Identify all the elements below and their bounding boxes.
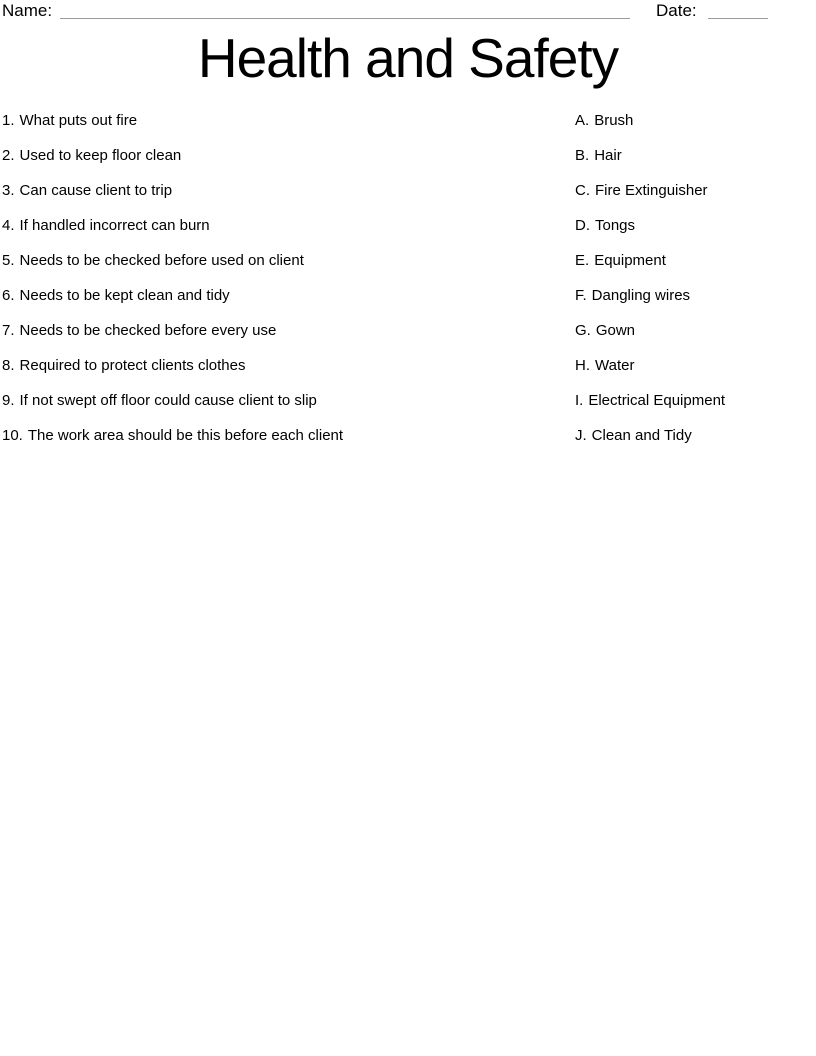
question-number: 3. (2, 182, 15, 199)
answer-item (575, 243, 815, 278)
date-blank-line (708, 18, 768, 19)
answer-item (575, 173, 815, 208)
name-label: Name: (2, 1, 53, 20)
answer-letter: D. (575, 217, 590, 234)
question-text: The work area should be this before each client (27, 427, 344, 444)
answer-item (575, 103, 815, 138)
answer-text: Hair (594, 147, 622, 164)
answer-text: Water (595, 357, 635, 374)
date-label: Date: (656, 1, 697, 20)
answer-letter: A. (575, 112, 590, 129)
answer-item (575, 348, 815, 383)
name-blank-line (60, 18, 630, 19)
answer-letter: E. (575, 252, 590, 269)
question-text: Needs to be kept clean and tidy (19, 287, 230, 304)
question-number: 9. (2, 392, 15, 409)
questions-column (2, 103, 562, 453)
question-item (2, 138, 562, 173)
question-item (2, 278, 562, 313)
question-text: If not swept off floor could cause client to slip (19, 392, 317, 409)
question-text: Required to protect clients clothes (19, 357, 246, 374)
question-number: 7. (2, 322, 15, 339)
answer-letter: B. (575, 147, 590, 164)
answer-text: Brush (594, 112, 634, 129)
answer-letter: H. (575, 357, 590, 374)
question-item (2, 313, 562, 348)
answer-text: Equipment (594, 252, 666, 269)
question-item (2, 208, 562, 243)
question-item (2, 243, 562, 278)
answer-letter: G. (575, 322, 591, 339)
question-item (2, 418, 562, 453)
question-item (2, 103, 562, 138)
answer-text: Electrical Equipment (588, 392, 726, 409)
answer-item (575, 418, 815, 453)
question-text: Can cause client to trip (19, 182, 173, 199)
answer-letter: F. (575, 287, 587, 304)
question-text: What puts out fire (19, 112, 138, 129)
answer-item (575, 383, 815, 418)
question-number: 2. (2, 147, 15, 164)
answer-text: Tongs (595, 217, 636, 234)
question-text: Needs to be checked before every use (19, 322, 277, 339)
answer-text: Fire Extinguisher (595, 182, 708, 199)
answer-item (575, 313, 815, 348)
page-title: Health and Safety (197, 27, 619, 89)
answer-item (575, 138, 815, 173)
question-number: 5. (2, 252, 15, 269)
question-item (2, 348, 562, 383)
answers-column (575, 103, 815, 453)
question-number: 1. (2, 112, 15, 129)
answer-item (575, 278, 815, 313)
question-number: 10. (2, 427, 23, 444)
answer-text: Clean and Tidy (591, 427, 692, 444)
answer-letter: C. (575, 182, 590, 199)
answer-letter: J. (575, 427, 587, 444)
answer-item (575, 208, 815, 243)
question-number: 8. (2, 357, 15, 374)
question-number: 6. (2, 287, 15, 304)
question-item (2, 383, 562, 418)
question-number: 4. (2, 217, 15, 234)
answer-letter: I. (575, 392, 584, 409)
answer-text: Dangling wires (591, 287, 691, 304)
answer-text: Gown (595, 322, 636, 339)
question-text: Used to keep floor clean (19, 147, 182, 164)
question-item (2, 173, 562, 208)
question-text: Needs to be checked before used on client (19, 252, 304, 269)
question-text: If handled incorrect can burn (19, 217, 210, 234)
